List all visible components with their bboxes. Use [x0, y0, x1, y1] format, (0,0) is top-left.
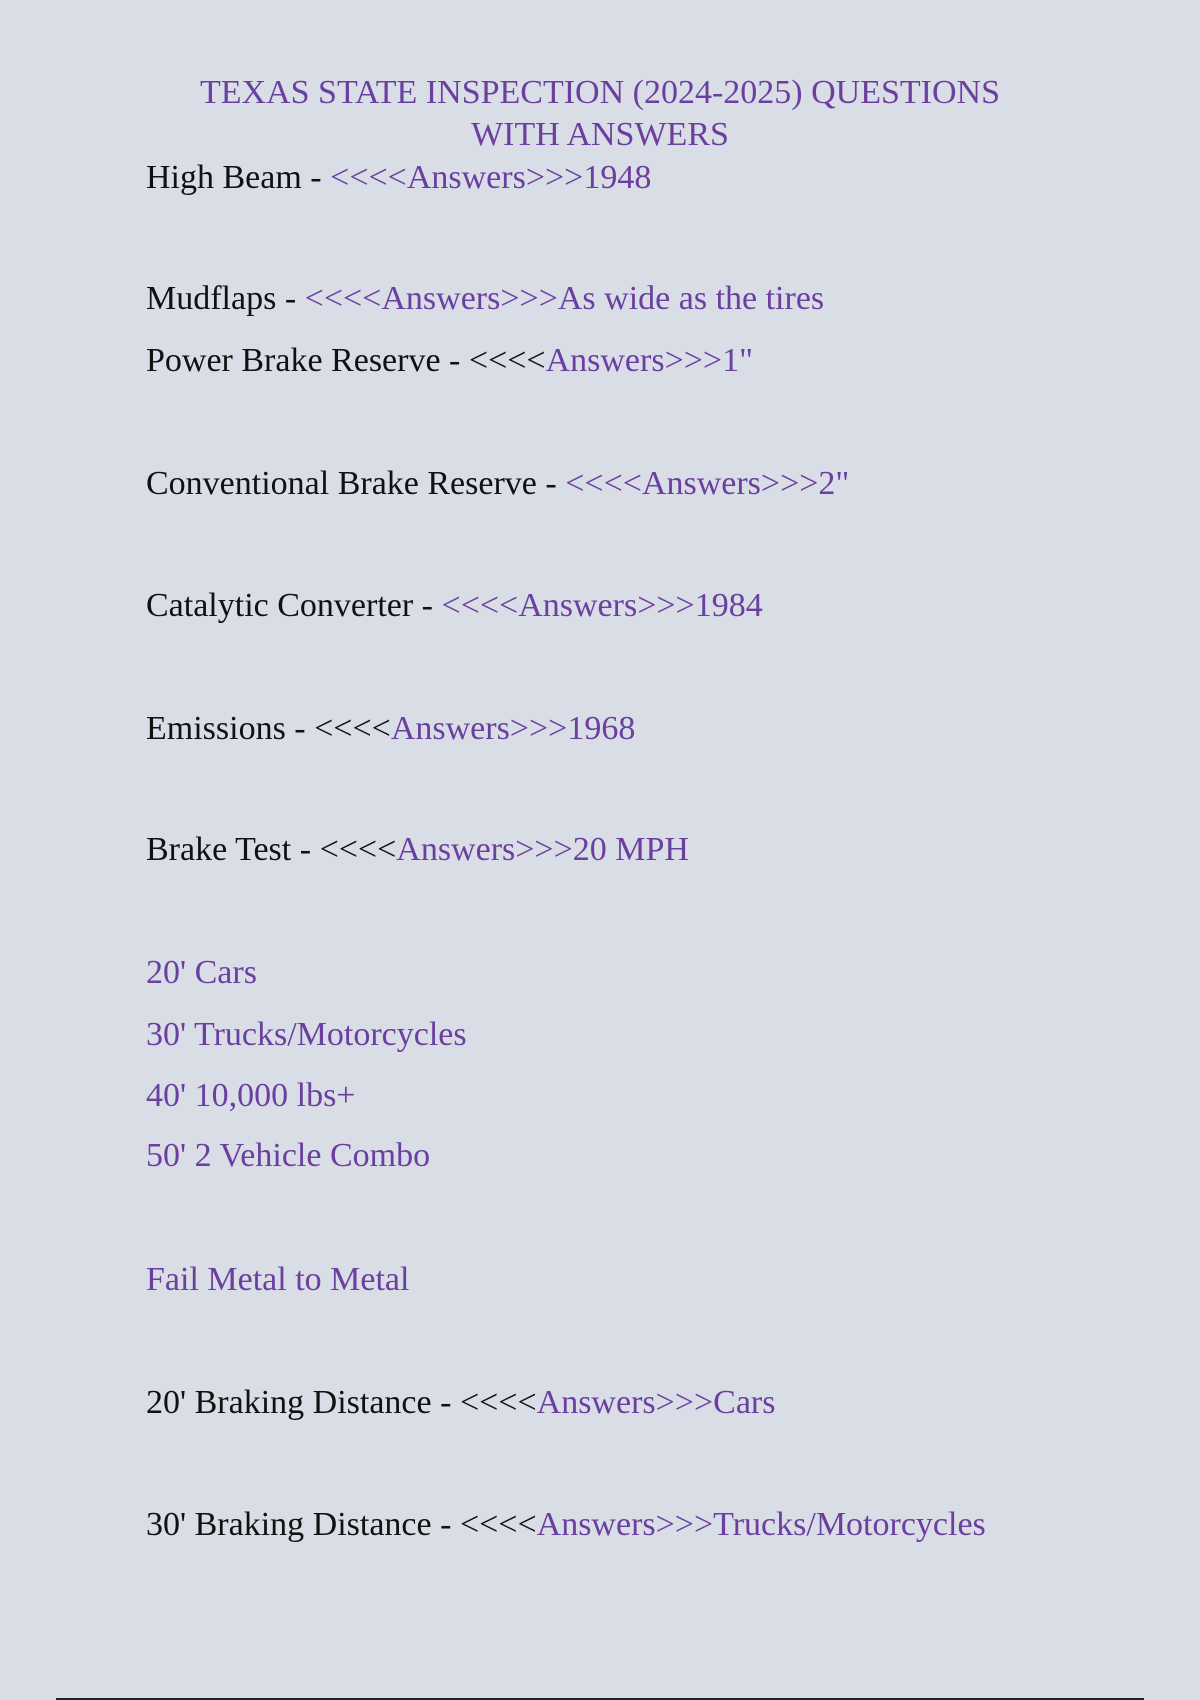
answer-marker: <<<<: [459, 1506, 537, 1543]
question-text: Mudflaps -: [146, 280, 305, 317]
brake-distance-combo: 50' 2 Vehicle Combo: [146, 1137, 431, 1174]
fail-note: Fail Metal to Metal: [146, 1261, 410, 1298]
document-title: [0, 72, 1200, 156]
question-text: Conventional Brake Reserve -: [146, 465, 566, 502]
brake-distance-heavy: 40' 10,000 lbs+: [146, 1077, 356, 1114]
answer-text: Answers>>>1968: [390, 710, 636, 747]
qa-high-beam: [146, 158, 651, 198]
answer-marker: <<<<: [304, 280, 382, 317]
question-text: Brake Test -: [146, 831, 320, 868]
answer-text: Answers>>>1948: [406, 159, 652, 196]
question-text: Catalytic Converter -: [146, 587, 442, 624]
answer-marker: <<<<: [565, 465, 642, 502]
answer-marker: <<<<: [441, 587, 519, 624]
answer-marker: <<<<: [468, 342, 546, 379]
qa-emissions: [146, 709, 635, 749]
brake-distance-cars: 20' Cars: [146, 954, 257, 991]
qa-conventional-brake-reserve: [146, 464, 849, 504]
qa-mudflaps: [146, 279, 824, 319]
qa-brake-test: [146, 830, 689, 870]
answer-text: Answers>>>1": [545, 342, 753, 379]
answer-marker: <<<<: [330, 159, 407, 196]
answer-text: Answers>>>2": [641, 465, 850, 502]
question-text: High Beam -: [146, 159, 331, 196]
question-text: Emissions -: [146, 710, 315, 747]
answer-text: Answers>>>1984: [518, 587, 763, 624]
qa-braking-distance-20: [146, 1383, 775, 1423]
title-line-1: TEXAS STATE INSPECTION (2024-2025) QUESTIONS: [199, 74, 1001, 111]
answer-text: Answers>>>Trucks/Motorcycles: [536, 1506, 986, 1543]
answer-text: Answers>>>20 MPH: [396, 831, 689, 868]
question-text: 20' Braking Distance -: [146, 1384, 460, 1421]
question-text: Power Brake Reserve -: [146, 342, 469, 379]
answer-marker: <<<<: [314, 710, 391, 747]
answer-marker: <<<<: [319, 831, 397, 868]
qa-braking-distance-30: [146, 1505, 986, 1545]
qa-power-brake-reserve: [146, 341, 753, 381]
question-text: 30' Braking Distance -: [146, 1506, 460, 1543]
answer-text: Answers>>>As wide as the tires: [381, 280, 825, 317]
title-line-2: WITH ANSWERS: [471, 116, 729, 153]
qa-catalytic-converter: [146, 586, 763, 626]
brake-distance-trucks: 30' Trucks/Motorcycles: [146, 1016, 467, 1053]
answer-text: Answers>>>Cars: [536, 1384, 776, 1421]
answer-marker: <<<<: [459, 1384, 537, 1421]
